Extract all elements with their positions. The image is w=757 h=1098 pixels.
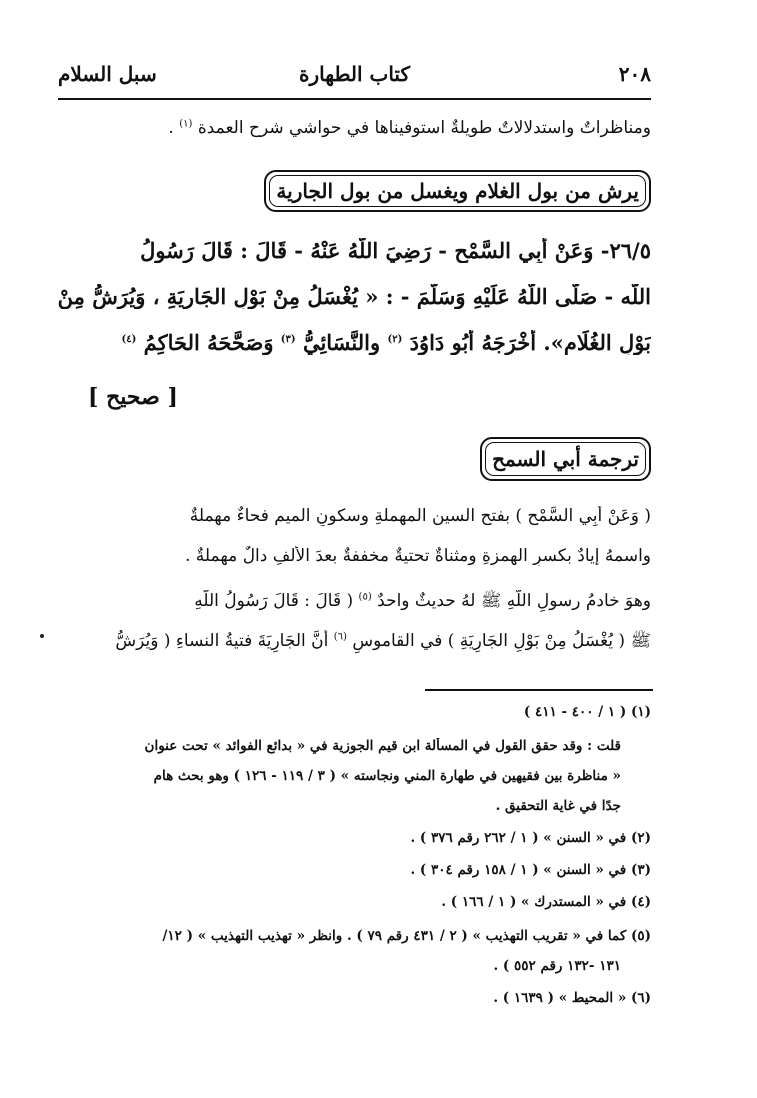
- footnote: (٤) في « المستدرك » ( ١ / ١٦٦ ) .: [441, 894, 651, 910]
- footnote-ref: (١): [179, 118, 193, 130]
- section-heading: يرش من بول الغلام ويغسل من بول الجارية: [264, 170, 651, 212]
- footnote-rule: [425, 689, 653, 691]
- chapter-title: كتاب الطهارة: [299, 62, 410, 86]
- hadith-line: اللَّه - صَلَّى اللَّهُ عَلَيْهِ وَسَلَّمَ - : « يُغْسَلُ مِنْ بَوْلِ الجَارِيَةِ ، وَيُرَشُّ مِنْ: [58, 284, 651, 309]
- page-number: ٢٠٨: [618, 62, 651, 86]
- hadith-grade: [ صحيح ]: [88, 384, 178, 410]
- biography-heading: ترجمة أبي السمح: [480, 437, 651, 481]
- biography-line: ( وَعَنْ أَبِي السَّمْحِ ) بفتحِ السينِ المهملةِ وسكونِ الميمِ فحاءٌ مهملةٌ: [189, 506, 651, 526]
- book-title: سبل السلام: [58, 62, 157, 86]
- footnote-ref: (٥): [358, 591, 372, 603]
- hadith-line: بَوْلِ الغُلَامِ». أَخْرَجَهُ أَبُو دَاوُدَ $^{(٢)}$ والنَّسَائِيُّ $^{(٣)}$ وَصَحَّحَهُ الحَاكِمُ $^{(٤)}$: [121, 330, 651, 355]
- footnote-ref: (٢): [387, 334, 403, 345]
- margin-mark: [40, 634, 44, 638]
- footnote: (٥) كما في « تقريب التهذيب » ( ٢ / ٤٣١ رقم ٧٩ ) . وانظر « تهذيب التهذيب » ( ١٢/: [162, 928, 651, 944]
- footnote-ref: (٦): [333, 631, 347, 643]
- footnote: (٢) في « السنن » ( ١ / ٢٦٢ رقم ٣٧٦ ) .: [410, 830, 651, 846]
- biography-line: وهوَ خادمُ رسولِ اللَّهِ ﷺ لهُ حديثٌ واحدٌ $^{(٥)}$ ( قَالَ : قَالَ رَسُولُ اللَّهِ: [194, 591, 651, 611]
- footnote-text: قلت : وقد حقق القول في المسألة ابن قيم الجوزية في « بدائع الفوائد » تحت عنوان: [144, 738, 621, 754]
- header-rule: [58, 98, 651, 100]
- footnote: (٣) في « السنن » ( ١ / ١٥٨ رقم ٣٠٤ ) .: [410, 862, 651, 878]
- hadith-line: ٢٦/٥- وَعَنْ أَبِي السَّمْحِ - رَضِيَ اللَّهُ عَنْهُ - قَالَ : قَالَ رَسُولُ: [140, 238, 651, 263]
- biography-line: ﷺ ( يُغْسَلُ مِنْ بَوْلِ الجَارِيَةِ ) في القاموسِ $^{(٦)}$ أنَّ الجَارِيَةَ فتيةُ النساءِ ( وَيُرَشُّ: [115, 631, 651, 651]
- footnote-text: ١٣١ -١٣٢ رقم ٥٥٢ ) .: [493, 958, 621, 974]
- running-header: [58, 60, 651, 94]
- footnote-ref: (٣): [280, 334, 296, 345]
- footnote-text: جدًا في غاية التحقيق .: [495, 798, 621, 814]
- biography-line: واسمهُ إيادٌ بكسرِ الهمزةِ ومثناةٌ تحتيةٌ مخففةٌ بعدَ الألفِ دالٌ مهملةٌ .: [184, 546, 651, 566]
- footnote: (١) ( ١ / ٤٠٠ - ٤١١ ): [523, 704, 651, 720]
- intro-line: ومناظراتٌ واستدلالاتٌ طويلةٌ استوفيناها في حواشي شرحِ العمدة $^{(١)}$ .: [168, 118, 651, 138]
- footnote-text: « مناظرة بين فقيهين في طهارة المني ونجاسته » ( ٣ / ١١٩ - ١٢٦ ) وهو بحث هام: [153, 768, 621, 784]
- footnote: (٦) « المحيط » ( ١٦٣٩ ) .: [493, 990, 651, 1006]
- footnote-ref: (٤): [121, 334, 137, 345]
